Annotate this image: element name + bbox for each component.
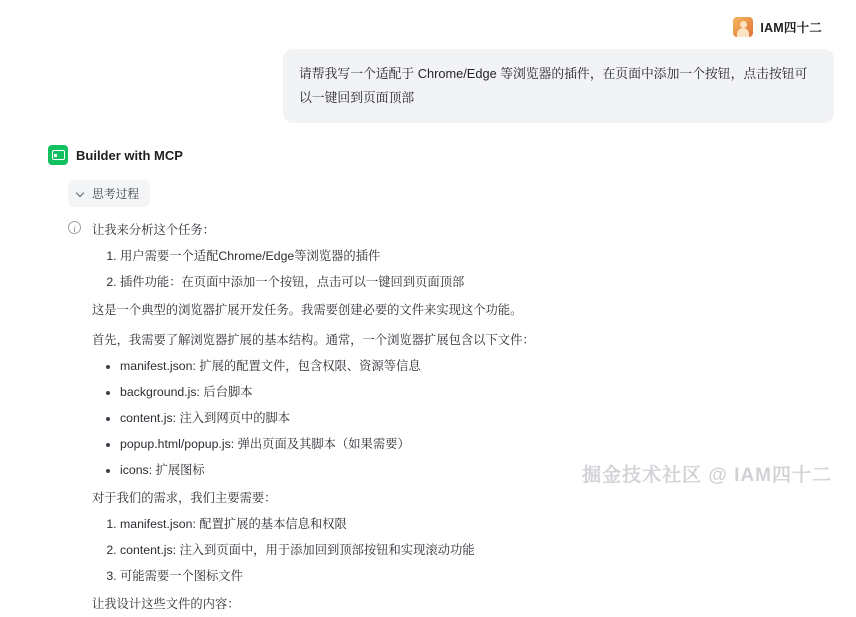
list-item: icons: 扩展图标: [106, 459, 834, 483]
user-message-bubble: 请帮我写一个适配于 Chrome/Edge 等浏览器的插件，在页面中添加一个按钮，点击按钮可以一键回到页面顶部: [283, 49, 834, 123]
reasoning-block: [68, 219, 834, 617]
list-item: content.js: 注入到网页中的脚本: [106, 407, 834, 431]
reasoning-para-3: 对于我们的需求，我们主要需要：: [92, 491, 277, 506]
reasoning-task-list: [92, 245, 834, 295]
thinking-process-label: 思考过程: [92, 187, 140, 202]
list-item: manifest.json: 扩展的配置文件，包含权限、资源等信息: [106, 355, 834, 379]
list-item: popup.html/popup.js: 弹出页面及其脚本（如果需要）: [106, 433, 834, 457]
assistant-header: [48, 144, 834, 166]
assistant-title: Builder with MCP: [76, 147, 183, 163]
list-item: 1. manifest.json: 配置扩展的基本信息和权限: [120, 513, 834, 537]
assistant-message: [22, 144, 834, 617]
chevron-down-icon: [77, 189, 86, 198]
reasoning-intro: 让我来分析这个任务：: [92, 223, 215, 238]
watermark: 掘金技术社区 @ IAM四十二: [582, 465, 832, 486]
reasoning-content: [68, 219, 834, 617]
user-header: [22, 14, 834, 40]
reasoning-file-list: [92, 355, 834, 483]
list-item: 3. 可能需要一个图标文件: [120, 565, 834, 589]
user-name: IAM四十二: [760, 21, 822, 35]
reasoning-para-1: 这是一个典型的浏览器扩展开发任务。我需要创建必要的文件来实现这个功能。: [92, 303, 523, 318]
user-avatar-icon: [733, 17, 753, 37]
reasoning-para-2: 首先，我需要了解浏览器扩展的基本结构。通常，一个浏览器扩展包含以下文件：: [92, 333, 535, 348]
reasoning-need-list: [92, 513, 834, 589]
list-item: 2. content.js: 注入到页面中，用于添加回到顶部按钮和实现滚动功能: [120, 539, 834, 563]
builder-bot-icon: [48, 145, 68, 165]
list-item: 1. 用户需要一个适配Chrome/Edge等浏览器的插件: [120, 245, 834, 269]
list-item: 2. 插件功能：在页面中添加一个按钮，点击可以一键回到页面顶部: [120, 271, 834, 295]
list-item: background.js: 后台脚本: [106, 381, 834, 405]
thinking-process-toggle[interactable]: [68, 180, 150, 207]
user-message-row: [22, 49, 834, 123]
info-circle-icon: [68, 221, 81, 234]
reasoning-para-4: 让我设计这些文件的内容：: [92, 596, 240, 611]
